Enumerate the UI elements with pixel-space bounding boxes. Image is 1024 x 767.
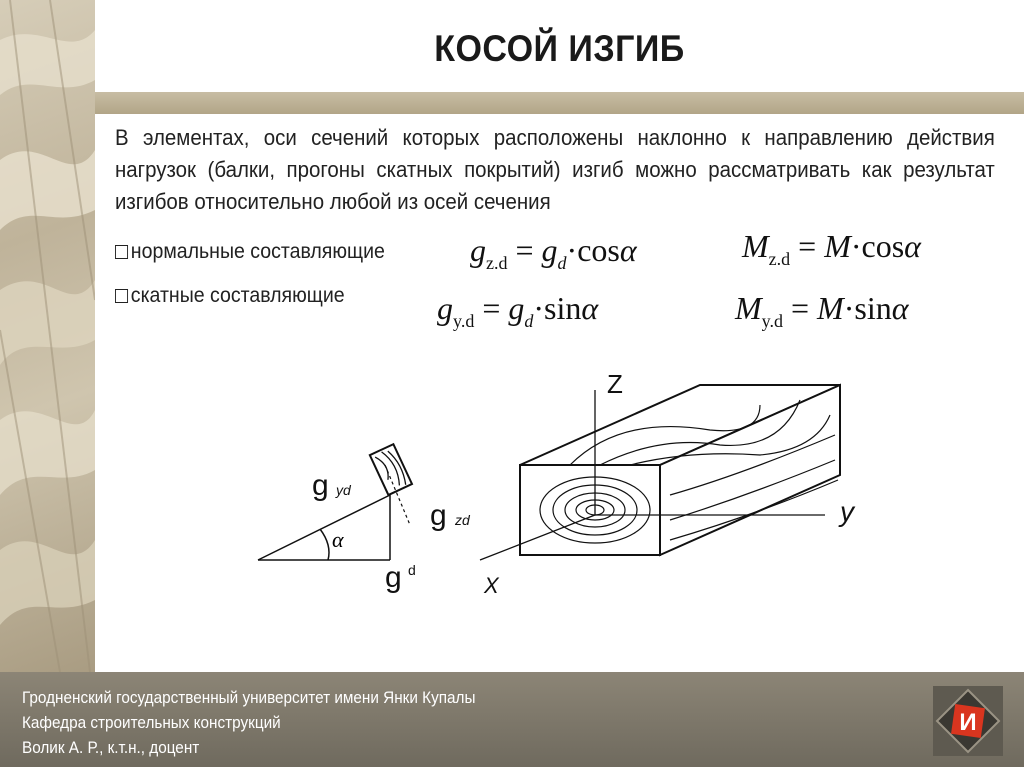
footer-author: Волик А. Р., к.т.н., доцент: [22, 738, 200, 757]
force-decomposition-triangle: [258, 495, 390, 560]
slide-title: КОСОЙ ИЗГИБ: [434, 28, 685, 69]
wood-texture-decoration: [0, 0, 95, 672]
title-underline-bar: [95, 92, 1024, 114]
checkbox-bullet-icon: [115, 289, 128, 303]
yd-subscript: yd: [336, 482, 351, 498]
g-zd-label: g: [430, 499, 447, 532]
footer-department: Кафедра строительных конструкций: [22, 713, 281, 732]
alpha-label: α: [332, 527, 344, 552]
footer-bar: [0, 672, 1024, 767]
bullet-slope-components: [115, 284, 345, 308]
axis-x-label: X: [484, 573, 499, 598]
footer-university: Гродненский государственный университет имени Янки Купалы: [22, 688, 476, 707]
g-yd-label: g: [312, 469, 329, 502]
bullet-label: нормальные составляющие: [130, 240, 385, 263]
formula-g-zd: $g_{z.d} = g_d\cdot\cos\alpha$: [470, 232, 637, 273]
checkbox-bullet-icon: [115, 245, 128, 259]
axis-y-label: y: [840, 496, 854, 527]
oblique-bending-diagram: [240, 355, 880, 605]
g-d-label: g: [385, 561, 402, 594]
decorative-side-panel: [0, 0, 95, 672]
zd-subscript: zd: [455, 512, 470, 528]
bullet-normal-components: [115, 240, 385, 264]
university-logo-icon: [933, 686, 1003, 756]
axis-z-label: Z: [607, 369, 623, 399]
rotated-section-icon: [370, 444, 412, 495]
formula-M-zd: $M_{z.d} = M\cdot\cos\alpha$: [742, 228, 921, 269]
formula-g-yd: $g_{y.d} = g_d\cdot\sin\alpha$: [437, 290, 599, 331]
logo-letter: И: [959, 709, 977, 736]
intro-paragraph: В элементах, оси сечений которых расположены наклонно к направлению действия нагрузок (балки, прогоны скатных покрытий) изгиб можно рассматривать как результат изгибов относительно любой из осей сечения: [115, 125, 995, 214]
formula-M-yd: $M_{y.d} = M\cdot\sin\alpha$: [735, 290, 909, 331]
bullet-label: скатные составляющие: [130, 284, 345, 307]
d-subscript: d: [408, 562, 416, 578]
